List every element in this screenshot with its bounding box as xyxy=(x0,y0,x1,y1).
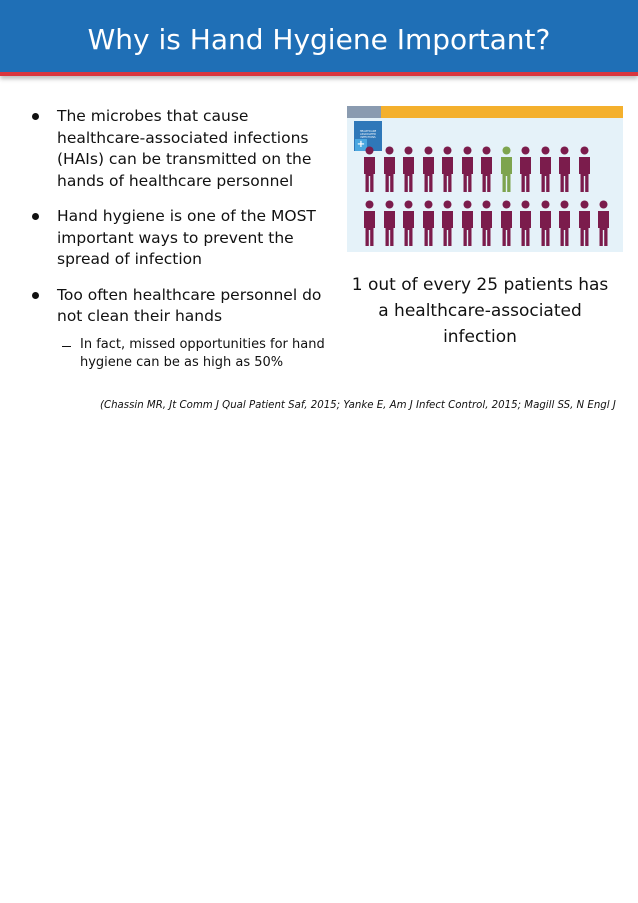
patient-icon xyxy=(363,146,376,194)
patient-icon xyxy=(558,146,571,194)
patient-icon xyxy=(597,200,610,248)
bullet-dot xyxy=(32,213,39,220)
sub-bullet-item xyxy=(30,336,335,372)
dash-marker xyxy=(62,346,71,348)
sub-bullet-text: In fact, missed opportunities for hand hygiene can be as high as 50% xyxy=(80,336,325,370)
patient-icon xyxy=(519,146,532,194)
patient-icon xyxy=(461,200,474,248)
patient-icon xyxy=(500,200,513,248)
patient-icon xyxy=(480,146,493,194)
bullet-item xyxy=(30,206,335,271)
bullet-dot xyxy=(32,292,39,299)
bullet-item xyxy=(30,106,335,192)
infographic-top-bar xyxy=(347,106,623,118)
patient-icon-infected xyxy=(500,146,513,194)
patient-icon xyxy=(441,200,454,248)
bullet-item xyxy=(30,285,335,328)
patient-icon xyxy=(422,146,435,194)
patient-icon xyxy=(539,200,552,248)
patient-icon xyxy=(402,200,415,248)
patient-icon xyxy=(480,200,493,248)
patient-icon xyxy=(383,200,396,248)
patient-icon xyxy=(539,146,552,194)
patient-icon xyxy=(519,200,532,248)
patient-icon xyxy=(578,200,591,248)
patient-icon xyxy=(363,200,376,248)
hai-badge-text: HEALTHCARE ASSOCIATED INFECTIONS xyxy=(359,130,377,139)
citation: (Chassin MR, Jt Comm J Qual Patient Saf, 2015; Yanke E, Am J Infect Control, 2015; Magill SS, N Engl J xyxy=(100,400,616,411)
bullet-text: Hand hygiene is one of the MOST important ways to prevent the spread of infection xyxy=(57,207,316,268)
patient-icon xyxy=(422,200,435,248)
slide-title: Why is Hand Hygiene Important? xyxy=(87,23,551,56)
bullet-text: The microbes that cause healthcare-associated infections (HAIs) can be transmitted on the hands of healthcare personnel xyxy=(57,107,312,190)
patient-icon xyxy=(402,146,415,194)
bullet-text: Too often healthcare personnel do not clean their hands xyxy=(57,285,322,325)
plus-icon: + xyxy=(356,139,366,150)
patient-icon xyxy=(383,146,396,194)
slide-header xyxy=(0,0,638,76)
bullet-dot xyxy=(32,113,39,120)
infographic-caption: 1 out of every 25 patients has a healthcare-associated infection xyxy=(351,275,609,347)
patient-icon xyxy=(578,146,591,194)
patient-icon xyxy=(461,146,474,194)
infographic-top-bar-left xyxy=(347,106,381,118)
bullet-list xyxy=(30,106,335,372)
patients-infographic xyxy=(347,106,623,252)
patient-icon xyxy=(441,146,454,194)
patient-icon xyxy=(558,200,571,248)
